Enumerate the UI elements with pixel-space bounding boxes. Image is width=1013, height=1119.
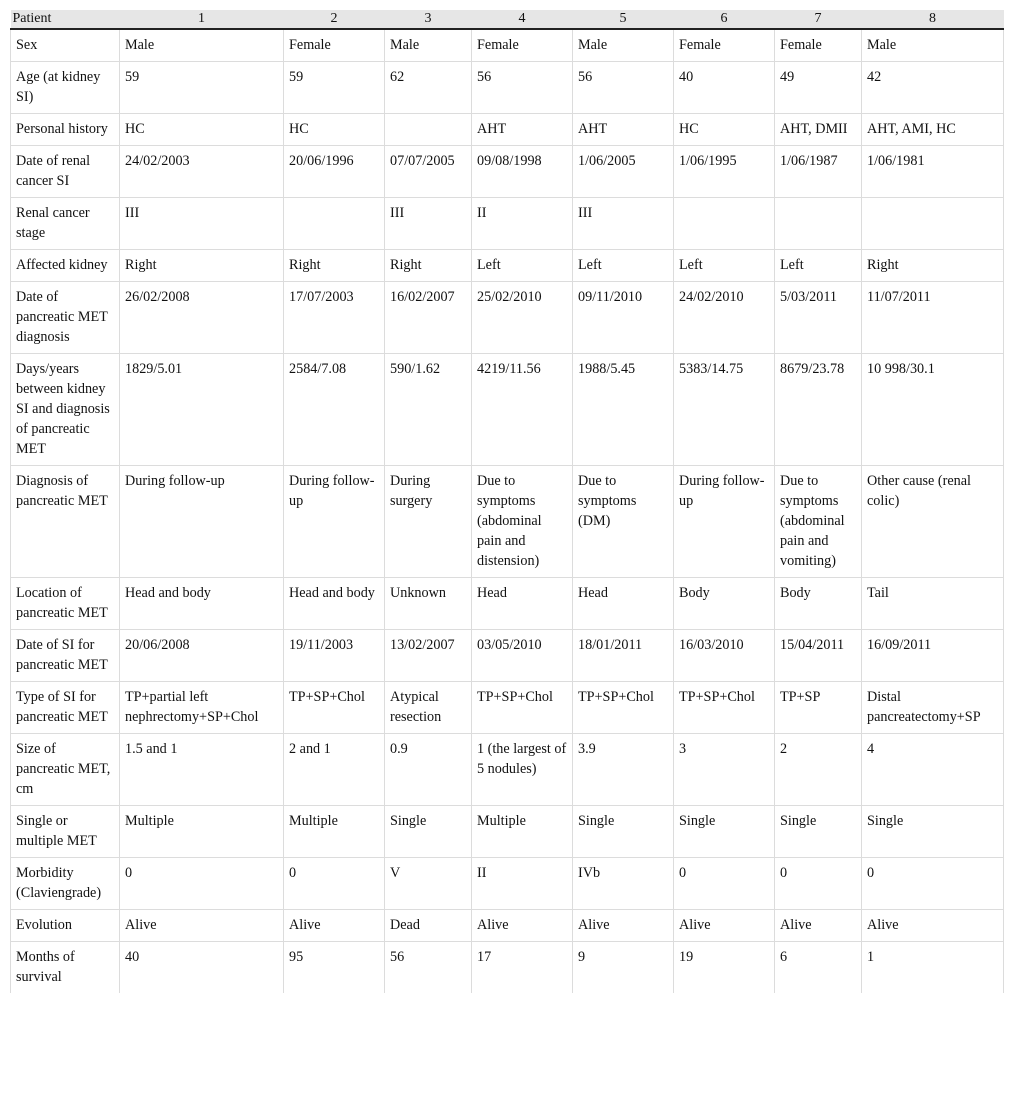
table-row — [11, 282, 1004, 354]
row-label: Single or multiple MET — [11, 806, 120, 858]
table-cell: 15/04/2011 — [775, 630, 862, 682]
table-cell: 62 — [385, 62, 472, 114]
header-patient-2: 2 — [284, 10, 385, 29]
table-cell: 95 — [284, 942, 385, 994]
table-cell: AHT, AMI, HC — [862, 114, 1004, 146]
table-cell: AHT — [472, 114, 573, 146]
table-cell: 10 998/30.1 — [862, 354, 1004, 466]
table-row — [11, 630, 1004, 682]
row-label: Personal history — [11, 114, 120, 146]
table-cell: 07/07/2005 — [385, 146, 472, 198]
header-patient-8: 8 — [862, 10, 1004, 29]
table-cell: 2 and 1 — [284, 734, 385, 806]
table-cell: Left — [775, 250, 862, 282]
row-label: Days/years between kidney SI and diagnosis of pancreatic MET — [11, 354, 120, 466]
row-label: Date of renal cancer SI — [11, 146, 120, 198]
table-cell: Unknown — [385, 578, 472, 630]
table-cell: Alive — [775, 910, 862, 942]
table-cell: 1988/5.45 — [573, 354, 674, 466]
table-cell: 19/11/2003 — [284, 630, 385, 682]
table-cell: 5383/14.75 — [674, 354, 775, 466]
table-cell: Due to symptoms (abdominal pain and distension) — [472, 466, 573, 578]
table-cell: HC — [120, 114, 284, 146]
table-row — [11, 198, 1004, 250]
table-cell: 0 — [120, 858, 284, 910]
table-cell: 20/06/1996 — [284, 146, 385, 198]
table-cell: Female — [674, 29, 775, 62]
table-cell — [674, 198, 775, 250]
table-cell: Dead — [385, 910, 472, 942]
table-cell: 5/03/2011 — [775, 282, 862, 354]
row-label: Location of pancreatic MET — [11, 578, 120, 630]
table-cell: 1 (the largest of 5 nodules) — [472, 734, 573, 806]
header-patient-3: 3 — [385, 10, 472, 29]
table-cell: 4219/11.56 — [472, 354, 573, 466]
table-row — [11, 354, 1004, 466]
table-cell: 59 — [120, 62, 284, 114]
table-cell: 16/03/2010 — [674, 630, 775, 682]
table-cell: 1 — [862, 942, 1004, 994]
table-row — [11, 250, 1004, 282]
table-cell: Alive — [120, 910, 284, 942]
table-cell: 56 — [385, 942, 472, 994]
table-cell: 59 — [284, 62, 385, 114]
table-cell: Left — [472, 250, 573, 282]
table-cell: 42 — [862, 62, 1004, 114]
table-header — [11, 10, 1004, 29]
table-row — [11, 806, 1004, 858]
table-cell: During follow-up — [120, 466, 284, 578]
table-cell: 590/1.62 — [385, 354, 472, 466]
table-cell: 56 — [573, 62, 674, 114]
table-row — [11, 910, 1004, 942]
table-cell: 0 — [775, 858, 862, 910]
table-row — [11, 734, 1004, 806]
table-cell: Due to symptoms (abdominal pain and vomiting) — [775, 466, 862, 578]
header-patient-7: 7 — [775, 10, 862, 29]
table-cell: Head and body — [120, 578, 284, 630]
row-label: Age (at kidney SI) — [11, 62, 120, 114]
table-cell: Single — [862, 806, 1004, 858]
table-cell: Multiple — [120, 806, 284, 858]
table-cell: TP+SP+Chol — [284, 682, 385, 734]
table-row — [11, 578, 1004, 630]
patient-table-container — [10, 10, 1003, 993]
row-label: Affected kidney — [11, 250, 120, 282]
table-cell: Female — [472, 29, 573, 62]
table-row — [11, 682, 1004, 734]
row-label: Evolution — [11, 910, 120, 942]
table-cell: TP+SP — [775, 682, 862, 734]
table-cell — [284, 198, 385, 250]
table-cell: 1/06/1981 — [862, 146, 1004, 198]
table-cell: 19 — [674, 942, 775, 994]
table-cell: 18/01/2011 — [573, 630, 674, 682]
table-cell: During surgery — [385, 466, 472, 578]
table-cell: Male — [385, 29, 472, 62]
table-cell: 0 — [862, 858, 1004, 910]
table-cell: 9 — [573, 942, 674, 994]
table-cell: During follow-up — [674, 466, 775, 578]
table-cell: 13/02/2007 — [385, 630, 472, 682]
table-cell: 40 — [120, 942, 284, 994]
table-cell: 1.5 and 1 — [120, 734, 284, 806]
table-cell: Single — [573, 806, 674, 858]
table-cell: Female — [775, 29, 862, 62]
header-patient-4: 4 — [472, 10, 573, 29]
header-patient-1: 1 — [120, 10, 284, 29]
row-label: Size of pancreatic MET, cm — [11, 734, 120, 806]
table-cell: 2 — [775, 734, 862, 806]
table-cell: IVb — [573, 858, 674, 910]
table-cell: TP+SP+Chol — [674, 682, 775, 734]
table-cell: Body — [775, 578, 862, 630]
table-cell: III — [573, 198, 674, 250]
table-cell: Female — [284, 29, 385, 62]
table-cell: Single — [775, 806, 862, 858]
table-cell: V — [385, 858, 472, 910]
table-cell: Alive — [674, 910, 775, 942]
row-label: Diagnosis of pancreatic MET — [11, 466, 120, 578]
table-cell: 3.9 — [573, 734, 674, 806]
table-cell: Head — [472, 578, 573, 630]
table-cell: TP+SP+Chol — [472, 682, 573, 734]
table-cell: Body — [674, 578, 775, 630]
table-cell: Head — [573, 578, 674, 630]
table-cell: Multiple — [284, 806, 385, 858]
table-cell: 0.9 — [385, 734, 472, 806]
table-row — [11, 62, 1004, 114]
table-cell: Multiple — [472, 806, 573, 858]
table-cell: Left — [674, 250, 775, 282]
table-cell: 6 — [775, 942, 862, 994]
table-cell: 1/06/1995 — [674, 146, 775, 198]
patient-table — [10, 10, 1004, 993]
row-label: Morbidity (Claviengrade) — [11, 858, 120, 910]
table-cell: 11/07/2011 — [862, 282, 1004, 354]
table-cell — [385, 114, 472, 146]
table-cell: 24/02/2010 — [674, 282, 775, 354]
table-cell: III — [120, 198, 284, 250]
table-cell: Tail — [862, 578, 1004, 630]
table-cell: 26/02/2008 — [120, 282, 284, 354]
table-cell: 40 — [674, 62, 775, 114]
table-row — [11, 466, 1004, 578]
table-cell: Right — [862, 250, 1004, 282]
table-cell: Alive — [284, 910, 385, 942]
table-cell: Right — [120, 250, 284, 282]
table-cell: 20/06/2008 — [120, 630, 284, 682]
table-cell: 0 — [674, 858, 775, 910]
table-row — [11, 29, 1004, 62]
table-cell: 8679/23.78 — [775, 354, 862, 466]
table-body — [11, 29, 1004, 993]
table-cell: 03/05/2010 — [472, 630, 573, 682]
table-cell: 24/02/2003 — [120, 146, 284, 198]
table-cell: Male — [573, 29, 674, 62]
table-cell: Male — [120, 29, 284, 62]
table-cell: Single — [385, 806, 472, 858]
table-cell: 3 — [674, 734, 775, 806]
table-row — [11, 146, 1004, 198]
table-cell — [862, 198, 1004, 250]
table-cell: Single — [674, 806, 775, 858]
table-cell: 09/11/2010 — [573, 282, 674, 354]
table-cell: Other cause (renal colic) — [862, 466, 1004, 578]
header-row — [11, 10, 1004, 29]
table-cell: Male — [862, 29, 1004, 62]
table-cell: II — [472, 198, 573, 250]
table-cell: AHT, DMII — [775, 114, 862, 146]
row-label: Months of survival — [11, 942, 120, 994]
table-cell: Due to symptoms (DM) — [573, 466, 674, 578]
table-row — [11, 114, 1004, 146]
table-cell: 1829/5.01 — [120, 354, 284, 466]
table-cell: TP+partial left nephrectomy+SP+Chol — [120, 682, 284, 734]
table-cell: Head and body — [284, 578, 385, 630]
table-cell: 1/06/2005 — [573, 146, 674, 198]
table-cell: HC — [284, 114, 385, 146]
table-cell: 56 — [472, 62, 573, 114]
header-patient-5: 5 — [573, 10, 674, 29]
table-cell: Distal pancreatectomy+SP — [862, 682, 1004, 734]
table-row — [11, 858, 1004, 910]
table-cell: 49 — [775, 62, 862, 114]
row-label: Renal cancer stage — [11, 198, 120, 250]
table-cell — [775, 198, 862, 250]
row-label: Type of SI for pancreatic MET — [11, 682, 120, 734]
table-row — [11, 942, 1004, 994]
row-label: Date of SI for pancreatic MET — [11, 630, 120, 682]
table-cell: 4 — [862, 734, 1004, 806]
table-cell: Left — [573, 250, 674, 282]
row-label: Sex — [11, 29, 120, 62]
table-cell: TP+SP+Chol — [573, 682, 674, 734]
header-patient: Patient — [11, 10, 120, 29]
table-cell: 25/02/2010 — [472, 282, 573, 354]
table-cell: 09/08/1998 — [472, 146, 573, 198]
row-label: Date of pancreatic MET diagnosis — [11, 282, 120, 354]
table-cell: Right — [284, 250, 385, 282]
table-cell: 17/07/2003 — [284, 282, 385, 354]
header-patient-6: 6 — [674, 10, 775, 29]
table-cell: Atypical resection — [385, 682, 472, 734]
table-cell: 16/09/2011 — [862, 630, 1004, 682]
table-cell: During follow-up — [284, 466, 385, 578]
table-cell: Right — [385, 250, 472, 282]
table-cell: 16/02/2007 — [385, 282, 472, 354]
table-cell: 17 — [472, 942, 573, 994]
table-cell: AHT — [573, 114, 674, 146]
table-cell: 0 — [284, 858, 385, 910]
table-cell: II — [472, 858, 573, 910]
table-cell: Alive — [573, 910, 674, 942]
table-cell: Alive — [862, 910, 1004, 942]
table-cell: 1/06/1987 — [775, 146, 862, 198]
table-cell: Alive — [472, 910, 573, 942]
table-cell: HC — [674, 114, 775, 146]
table-cell: 2584/7.08 — [284, 354, 385, 466]
table-cell: III — [385, 198, 472, 250]
